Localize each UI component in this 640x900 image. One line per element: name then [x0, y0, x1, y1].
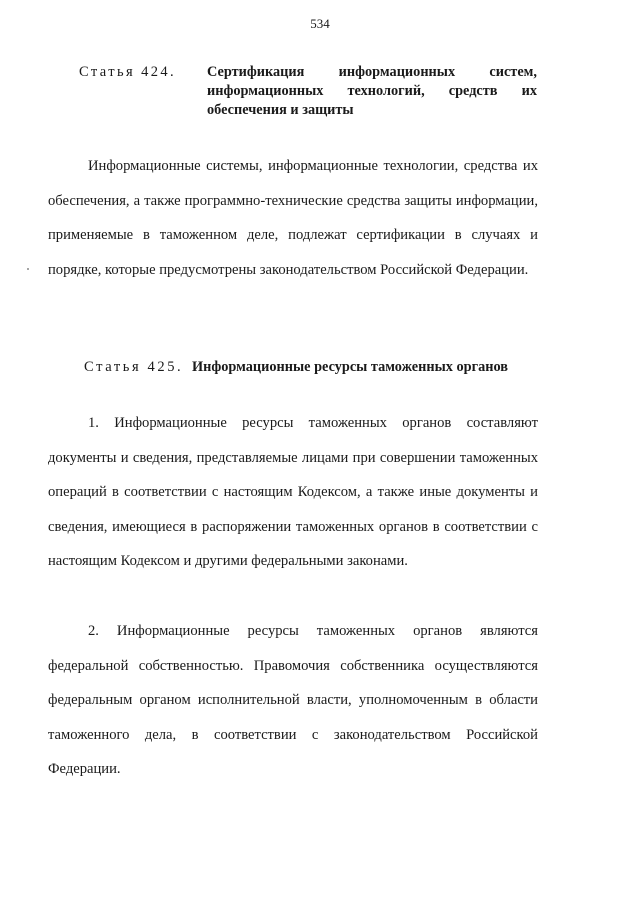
- article-424-paragraph: Информационные системы, информационные технологии, средства их обеспечения, а также программно-технические средства защиты информации, применяемые в таможенном деле, подлежат сертификации в случаях и порядке, которые предусмотрены законодательством Российской Федерации.: [48, 158, 538, 278]
- article-424-label: Статья 424.: [79, 64, 177, 80]
- scan-artifact-dot: [27, 268, 29, 270]
- article-425-paragraph-2: 2. Информационные ресурсы таможенных органов являются федеральной собственностью. Правомочия собственника осуществляются федеральным органом исполнительной власти, уполномоченным в области таможенного дела, в соответствии с законодательством Российской Федерации.: [48, 623, 538, 777]
- article-425-heading: [84, 358, 539, 377]
- article-425-label: Статья 425.: [84, 359, 184, 375]
- article-424-heading: [79, 63, 537, 120]
- article-424-title: Сертификация информационных систем, информационных технологий, средств их обеспечения и защиты: [207, 64, 537, 118]
- article-425-title: Информационные ресурсы таможенных органов: [192, 359, 508, 375]
- article-425-paragraph-1: 1. Информационные ресурсы таможенных органов составляют документы и сведения, представляемые лицами при совершении таможенных операций в соответствии с настоящим Кодексом, а также иные документы и сведения, имеющиеся в распоряжении таможенных органов в соответствии с настоящим Кодексом и другими федеральными законами.: [48, 415, 538, 569]
- page-number: 534: [310, 16, 330, 31]
